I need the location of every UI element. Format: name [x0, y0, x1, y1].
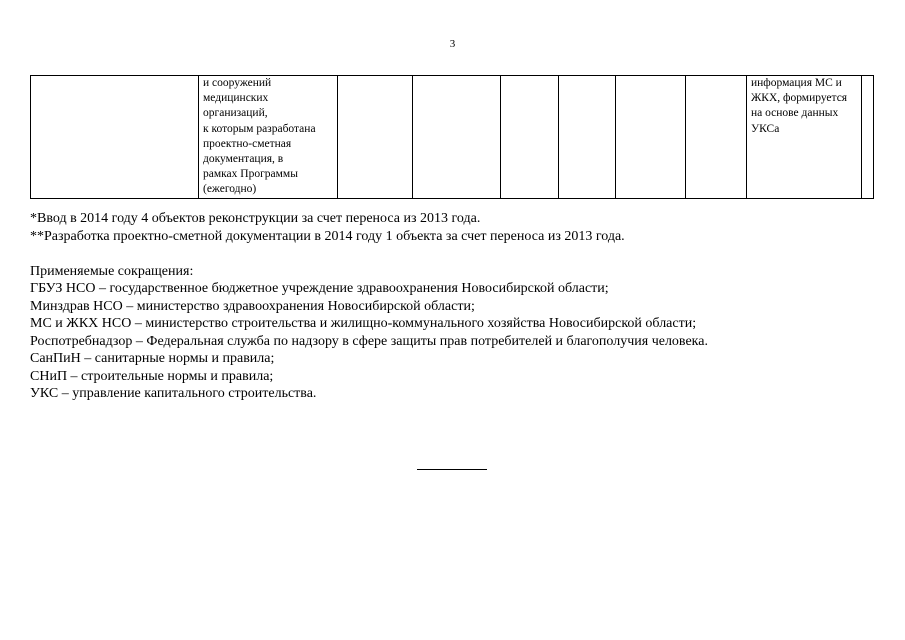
cell-text-line: и сооружений	[203, 77, 272, 89]
abbreviation-item: МС и ЖКХ НСО – министерство строительства и жилищно-коммунального хозяйства Новосибирской области;	[30, 316, 697, 331]
table-cell-1	[31, 76, 199, 199]
program-table	[30, 75, 874, 199]
table-cell-10	[862, 76, 874, 199]
table-row	[31, 76, 874, 199]
cell-text-line: проектно-сметная	[203, 137, 292, 150]
footnote-1: *Ввод в 2014 году 4 объектов реконструкции за счет переноса из 2013 года.	[30, 211, 481, 226]
notes-section	[30, 210, 880, 403]
table-cell-indicator	[199, 76, 338, 199]
cell-text-line: рамках Программы	[203, 168, 298, 181]
table-cell-3	[338, 76, 413, 199]
abbreviation-item: УКС – управление капитального строительства.	[30, 386, 317, 401]
cell-text-line: (ежегодно)	[203, 183, 257, 196]
abbreviation-item: Роспотребнадзор – Федеральная служба по надзору в сфере защиты прав потребителей и благополучия человека.	[30, 333, 708, 349]
table-cell-8	[686, 76, 747, 199]
table-cell-7	[616, 76, 686, 199]
footnote-2: **Разработка проектно-сметной документации в 2014 году 1 объекта за счет переноса из 2013 года.	[30, 228, 625, 244]
abbreviations-heading: Применяемые сокращения:	[30, 263, 194, 279]
abbreviation-item: СанПиН – санитарные нормы и правила;	[30, 351, 275, 366]
cell-text-line: организаций,	[203, 107, 268, 120]
page-number: 3	[449, 38, 456, 50]
cell-text-line: на основе данных	[751, 107, 839, 120]
table-cell-5	[501, 76, 559, 199]
cell-text-line: информация МС и	[751, 77, 842, 89]
cell-text-line: медицинских	[203, 92, 269, 105]
table-cell-4	[413, 76, 501, 199]
spacer	[30, 245, 880, 263]
cell-text-line: ЖКХ, формируется	[751, 92, 848, 105]
abbreviation-item: СНиП – строительные нормы и правила;	[30, 368, 274, 384]
cell-text-line: документация, в	[203, 153, 284, 166]
abbreviation-item: ГБУЗ НСО – государственное бюджетное учреждение здравоохранения Новосибирской области;	[30, 281, 609, 296]
table-cell-source	[747, 76, 862, 199]
abbreviation-item: Минздрав НСО – министерство здравоохранения Новосибирской области;	[30, 298, 475, 314]
end-of-document-rule	[417, 469, 487, 470]
cell-text-line: к которым разработана	[203, 122, 316, 135]
table-cell-6	[559, 76, 616, 199]
cell-text-line: УКСа	[751, 122, 780, 135]
